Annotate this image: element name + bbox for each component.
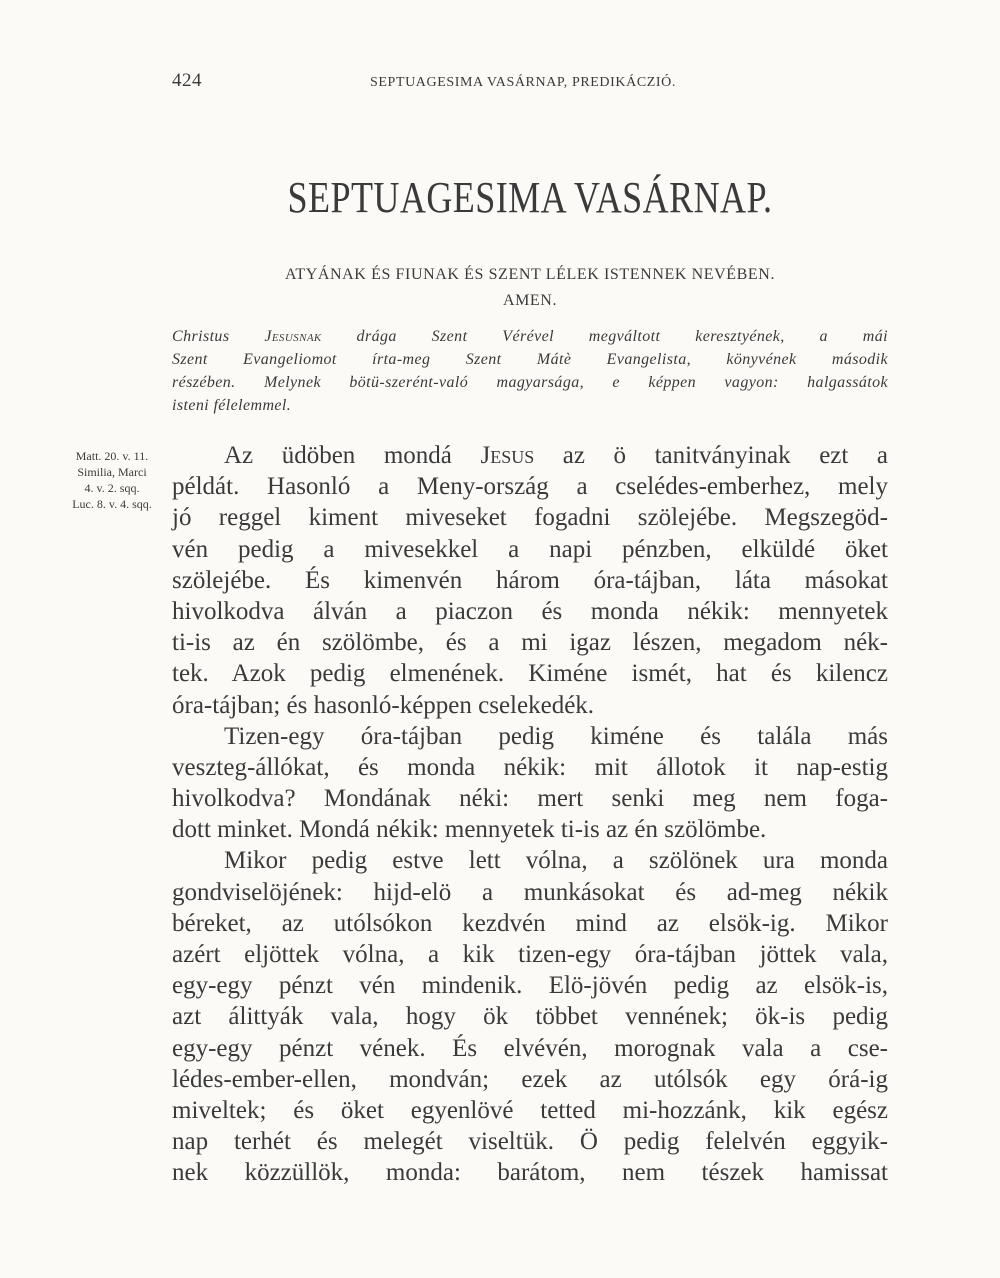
text-line: szölejébe. És kimenvén három óra-tájban, láta másokat (172, 566, 888, 594)
page-number: 424 (172, 70, 202, 91)
text-line: egy-egy pénzt vén mindenik. Elö-jövén pedig az elsök-is, (172, 972, 888, 1000)
intro-text: drága Szent Vérével megváltott keresztyének, a mái (321, 328, 888, 345)
text-line: ti-is az én szölömbe, és a mi igaz lészen, megadom nék- (172, 629, 888, 657)
intro-line (172, 325, 888, 348)
margin-note: Luc. 8. v. 4. sqq. (72, 497, 152, 511)
intro-text: Christus (172, 328, 265, 345)
text-line: béreket, az utólsókon kezdvén mind az elsök-ig. Mikor (172, 909, 888, 937)
intro-paragraph (172, 325, 888, 417)
text-line: veszteg-állókat, és monda nékik: mit állotok it nap-estig (172, 753, 888, 781)
margin-note: Matt. 20. v. 11. (75, 449, 149, 463)
text-line: dott minket. Mondá nékik: mennyetek ti-is az én szölömbe. (172, 816, 767, 844)
intro-line: Szent Evangeliomot írta-meg Szent Mátè Evangelista, könyvének második (172, 351, 888, 368)
text-line: Mikor pedig estve lett vólna, a szölönek ura monda (224, 847, 888, 875)
invocation (170, 262, 890, 314)
invocation-line-2: AMEN. (502, 292, 558, 309)
text-fragment: Az üdöben mondá (224, 442, 481, 469)
text-line: nek közzüllök, monda: barátom, nem tészek hamissat (172, 1159, 888, 1187)
margin-notes (56, 448, 168, 512)
intro-line: isteni félelemmel. (172, 397, 292, 414)
gospel-text (172, 440, 888, 1189)
text-line: vén pedig a mivesekkel a napi pénzben, elküldé öket (172, 535, 888, 563)
text-line: jó reggel kiment miveseket fogadni szölejébe. Megszegöd- (172, 504, 888, 532)
text-fragment: az ö tanitványinak ezt a (534, 442, 889, 469)
text-line: óra-tájban; és hasonló-képpen cselekedék. (172, 691, 595, 719)
text-line: azért eljöttek vólna, a kik tizen-egy óra-tájban jöttek vala, (172, 941, 888, 968)
text-line: hivolkodva álván a piaczon és monda nékik: mennyetek (172, 597, 888, 625)
text-line: Tizen-egy óra-tájban pedig kiméne és talála más (224, 722, 888, 750)
invocation-line-1: ATYÁNAK ÉS FIUNAK ÉS SZENT LÉLEK ISTENNEK NEVÉBEN. (284, 266, 776, 283)
name-jesus: Jesus (480, 442, 535, 469)
margin-note: Similia, Marci (77, 465, 147, 479)
text-line: tek. Azok pedig elmenének. Kiméne ismét, hat és kilencz (172, 660, 888, 688)
text-line: hivolkodva? Mondának néki: mert senki meg nem foga- (172, 785, 888, 813)
intro-name-jesus: Jesusnak (264, 328, 322, 345)
text-line: nap terhét és melegét viseltük. Ö pedig felelvén eggyik- (172, 1128, 888, 1156)
intro-line: részében. Melynek bötü-szerént-való magyarsága, e képpen vagyon: halgassátok (172, 374, 888, 391)
chapter-title: SEPTUAGESIMA VASÁRNAP. (287, 173, 773, 222)
text-line: egy-egy pénzt vének. És elvévén, morognak vala a cse- (172, 1034, 888, 1062)
text-line (172, 440, 888, 471)
text-line: azt álittyák vala, hogy ök többet vennének; ök-is pedig (172, 1003, 888, 1031)
page-header (172, 70, 888, 100)
text-line: gondviselöjének: hijd-elö a munkásokat és ad-meg nékik (172, 878, 888, 906)
text-line: lédes-ember-ellen, mondván; ezek az utólsók egy órá-ig (172, 1065, 888, 1093)
margin-note: 4. v. 2. sqq. (84, 481, 140, 495)
text-line: példát. Hasonló a Meny-ország a cselédes-emberhez, mely (172, 473, 888, 501)
text-line: miveltek; és öket egyenlövé tetted mi-hozzánk, kik egész (172, 1096, 888, 1124)
running-head: SEPTUAGESIMA VASÁRNAP, PREDIKÁCZIÓ. (370, 75, 676, 90)
